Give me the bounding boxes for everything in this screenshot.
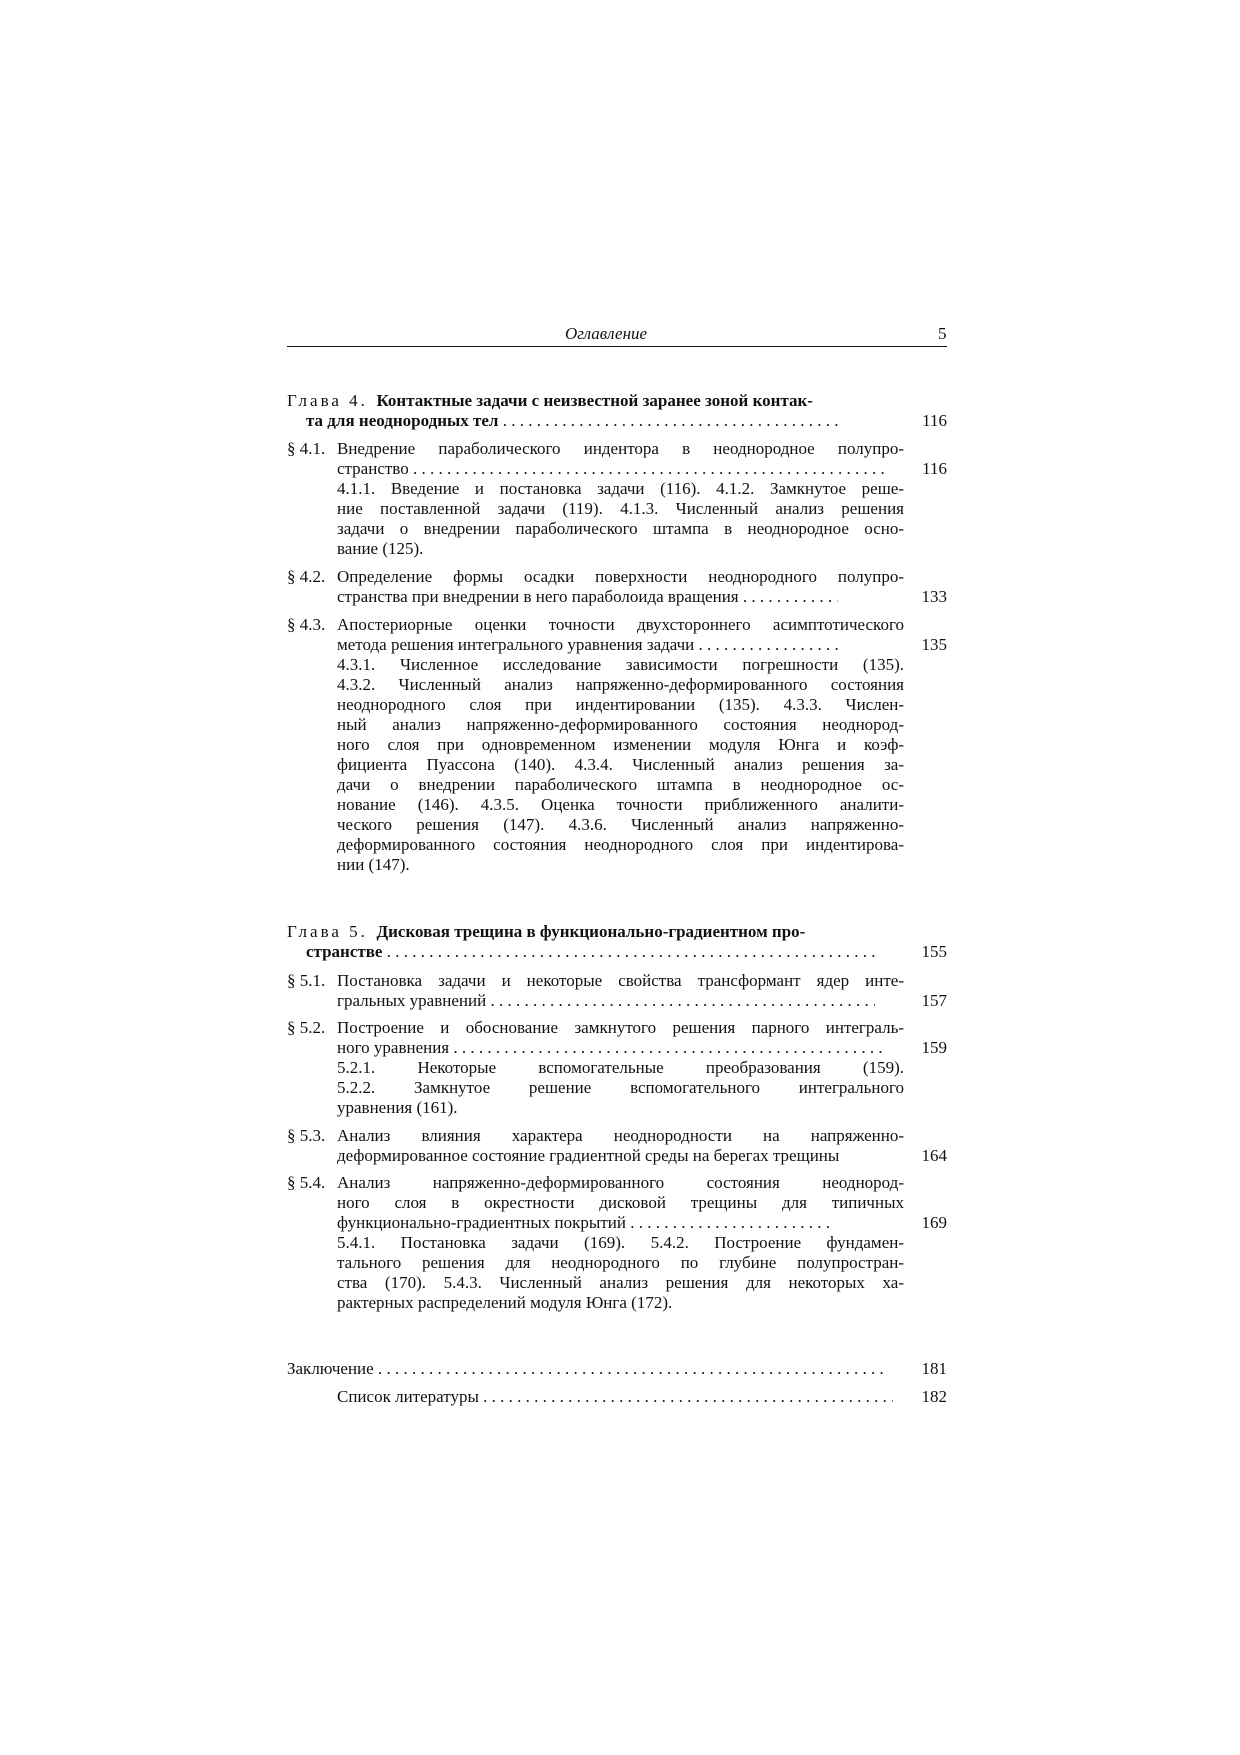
section-5-2-title-part2: ного уравнения bbox=[337, 1038, 450, 1057]
conclusion-label: Заключение bbox=[287, 1359, 374, 1378]
section-5-4-sub-line2: тального решения для неоднородного по глубине полупростран- bbox=[337, 1253, 904, 1272]
section-4-3-page: 135 bbox=[921, 635, 947, 654]
section-4-3-sub-line10: деформированного состояния неоднородного слоя при индентирова- bbox=[337, 835, 904, 854]
section-5-1-number: § 5.1. bbox=[287, 971, 326, 990]
section-5-4-sub-line4: рактерных распределений модуля Юнга (172). bbox=[337, 1293, 673, 1312]
section-4-1-leader-dots bbox=[413, 459, 888, 479]
section-5-3-number: § 5.3. bbox=[287, 1126, 326, 1145]
section-5-2-leader-dots bbox=[453, 1038, 883, 1058]
chapter-5-page: 155 bbox=[921, 942, 947, 961]
section-5-4-title-line3 bbox=[337, 1213, 947, 1233]
section-4-3-leader-dots bbox=[699, 635, 839, 655]
section-5-1-title-line2 bbox=[337, 991, 947, 1011]
section-5-4-title-line2: ного слоя в окрестности дисковой трещины для типичных bbox=[337, 1193, 904, 1212]
bibliography-leader-dots bbox=[483, 1387, 893, 1407]
running-title: Оглавление bbox=[565, 324, 648, 343]
section-5-2-sub-line1: 5.2.1. Некоторые вспомогательные преобразования (159). bbox=[337, 1058, 904, 1077]
section-4-1-page: 116 bbox=[922, 459, 947, 478]
chapter-4-page: 116 bbox=[922, 411, 947, 430]
section-4-3-sub-line2: 4.3.2. Численный анализ напряженно-деформированного состояния bbox=[337, 675, 904, 694]
section-4-3-sub-line3: неоднородного слоя при индентировании (135). 4.3.3. Числен- bbox=[337, 695, 904, 714]
section-4-3-title-part2: метода решения интегрального уравнения задачи bbox=[337, 635, 695, 654]
section-5-2-sub-line2: 5.2.2. Замкнутое решение вспомогательного интегрального bbox=[337, 1078, 904, 1097]
bibliography-label: Список литературы bbox=[337, 1387, 479, 1406]
bibliography-entry bbox=[337, 1387, 947, 1407]
section-4-2-number: § 4.2. bbox=[287, 567, 326, 586]
section-5-4-sub-line3: ства (170). 5.4.3. Численный анализ решения для некоторых ха- bbox=[337, 1273, 904, 1292]
section-4-3-sub-line5: ного слоя при одновременном изменении модуля Юнга и коэф- bbox=[337, 735, 904, 754]
section-4-1-title-line2 bbox=[337, 459, 947, 479]
section-5-3-title-part2: деформированное состояние градиентной среды на берегах трещины bbox=[337, 1146, 840, 1165]
section-5-2-number: § 5.2. bbox=[287, 1018, 326, 1037]
section-4-3-sub-line1: 4.3.1. Численное исследование зависимости погрешности (135). bbox=[337, 655, 904, 674]
section-5-1-leader-dots bbox=[490, 991, 875, 1011]
section-5-3-title-line2 bbox=[337, 1146, 947, 1166]
section-5-1-title-part2: гральных уравнений bbox=[337, 991, 487, 1010]
chapter-5-leader-dots bbox=[387, 942, 877, 962]
section-5-3-title-line1: Анализ влияния характера неоднородности на напряженно- bbox=[337, 1126, 904, 1145]
section-4-2-title-line2 bbox=[337, 587, 947, 607]
section-4-1-title-part2: странство bbox=[337, 459, 409, 478]
section-4-1-sub-line2: ние поставленной задачи (119). 4.1.3. Численный анализ решения bbox=[337, 499, 904, 518]
conclusion-page: 181 bbox=[921, 1359, 947, 1378]
section-4-1-sub-line3: задачи о внедрении параболического штампа в неоднородное осно- bbox=[337, 519, 904, 538]
chapter-4-heading-line1 bbox=[287, 391, 904, 411]
section-5-2-title-line2 bbox=[337, 1038, 947, 1058]
bibliography-page: 182 bbox=[921, 1387, 947, 1406]
section-4-1-title-line1: Внедрение параболического индентора в неоднородное полупро- bbox=[337, 439, 904, 458]
chapter-4-title-part2: та для неоднородных тел bbox=[306, 411, 499, 430]
chapter-5-label: Глава 5. bbox=[287, 922, 368, 941]
section-4-3-number: § 4.3. bbox=[287, 615, 326, 634]
section-4-2-leader-dots bbox=[743, 587, 838, 607]
section-4-1-sub-line4: вание (125). bbox=[337, 539, 424, 558]
section-5-1-page: 157 bbox=[921, 991, 947, 1010]
section-4-3-title-line2 bbox=[337, 635, 947, 655]
chapter-5-title-part1: Дисковая трещина в функционально-градиентном про- bbox=[376, 922, 806, 941]
section-5-2-sub-line3: уравнения (161). bbox=[337, 1098, 458, 1117]
section-5-1-title-line1: Постановка задачи и некоторые свойства трансформант ядер инте- bbox=[337, 971, 904, 990]
section-5-2-page: 159 bbox=[921, 1038, 947, 1057]
section-4-1-number: § 4.1. bbox=[287, 439, 326, 458]
section-4-3-sub-line9: ческого решения (147). 4.3.6. Численный анализ напряженно- bbox=[337, 815, 904, 834]
header-rule bbox=[287, 346, 947, 347]
section-4-3-sub-line11: нии (147). bbox=[337, 855, 410, 874]
section-4-3-sub-line8: нование (146). 4.3.5. Оценка точности приближенного аналити- bbox=[337, 795, 904, 814]
conclusion-entry bbox=[287, 1359, 947, 1379]
chapter-5-heading-line1 bbox=[287, 922, 904, 942]
section-4-2-title-part2: странства при внедрении в него параболоида вращения bbox=[337, 587, 739, 606]
section-5-4-number: § 5.4. bbox=[287, 1173, 326, 1192]
section-5-3-page: 164 bbox=[921, 1146, 947, 1165]
section-4-3-title-line1: Апостериорные оценки точности двухстороннего асимптотического bbox=[337, 615, 904, 634]
section-4-3-sub-line4: ный анализ напряженно-деформированного состояния неоднород- bbox=[337, 715, 904, 734]
chapter-5-heading-line2 bbox=[306, 942, 947, 962]
page-number: 5 bbox=[938, 324, 947, 343]
section-4-2-page: 133 bbox=[921, 587, 947, 606]
chapter-4-label: Глава 4. bbox=[287, 391, 368, 410]
chapter-5-title-part2: странстве bbox=[306, 942, 383, 961]
section-5-4-leader-dots bbox=[630, 1213, 835, 1233]
chapter-4-leader-dots bbox=[503, 411, 843, 431]
section-5-4-title-line1: Анализ напряженно-деформированного состояния неоднород- bbox=[337, 1173, 904, 1192]
section-5-4-sub-line1: 5.4.1. Постановка задачи (169). 5.4.2. Построение фундамен- bbox=[337, 1233, 904, 1252]
section-4-2-title-line1: Определение формы осадки поверхности неоднородного полупро- bbox=[337, 567, 904, 586]
chapter-4-heading-line2 bbox=[306, 411, 947, 431]
section-5-4-title-part3: функционально-градиентных покрытий bbox=[337, 1213, 626, 1232]
conclusion-leader-dots bbox=[378, 1359, 888, 1379]
section-4-1-sub-line1: 4.1.1. Введение и постановка задачи (116). 4.1.2. Замкнутое реше- bbox=[337, 479, 904, 498]
section-4-3-sub-line6: фициента Пуассона (140). 4.3.4. Численный анализ решения за- bbox=[337, 755, 904, 774]
section-4-3-sub-line7: дачи о внедрении параболического штампа в неоднородное ос- bbox=[337, 775, 904, 794]
section-5-4-page: 169 bbox=[921, 1213, 947, 1232]
chapter-4-title-part1: Контактные задачи с неизвестной заранее зоной контак- bbox=[376, 391, 813, 410]
section-5-2-title-line1: Построение и обоснование замкнутого решения парного интеграль- bbox=[337, 1018, 904, 1037]
